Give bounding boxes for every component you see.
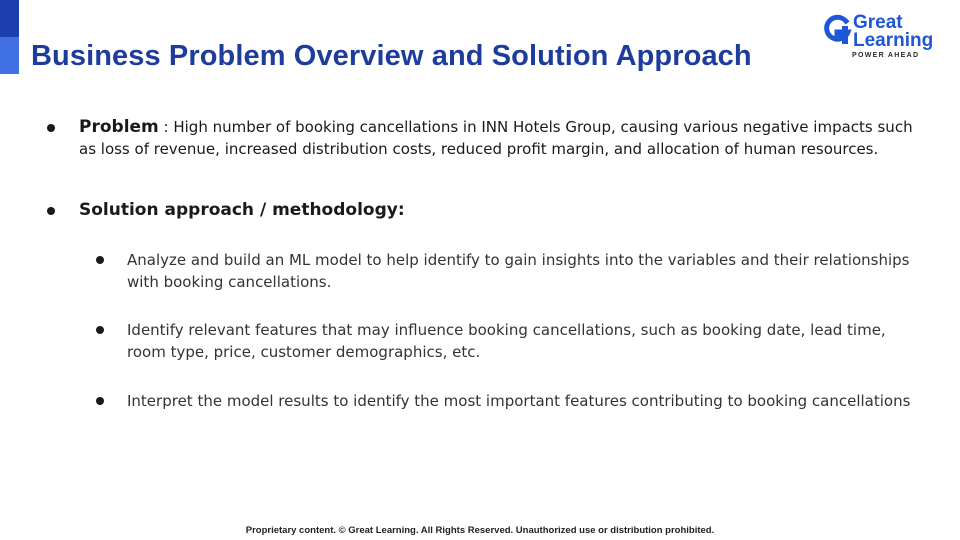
bullet-dot-icon xyxy=(96,397,104,405)
solution-item: Identify relevant features that may influence booking cancellations, such as booking date, lead time, room type, price, customer demographics, etc. xyxy=(127,321,886,361)
solution-bullet xyxy=(79,199,919,221)
problem-label: Problem xyxy=(79,117,159,137)
great-learning-logo xyxy=(822,12,940,64)
solution-label: Solution approach / methodology: xyxy=(79,200,405,220)
bullet-dot-icon xyxy=(47,207,55,215)
accent-bar-light xyxy=(0,37,19,74)
solution-item: Interpret the model results to identify the most important features contributing to booking cancellations xyxy=(127,392,911,410)
g-logo-icon xyxy=(822,12,852,48)
logo-text-learning: Learning xyxy=(853,30,934,51)
bullet-dot-icon xyxy=(96,256,104,264)
problem-separator: : xyxy=(158,118,174,136)
solution-item: Analyze and build an ML model to help identify to gain insights into the variables and their relationships with booking cancellations. xyxy=(127,251,910,291)
bullet-dot-icon xyxy=(47,124,55,132)
problem-bullet xyxy=(79,116,919,160)
footer-copyright: Proprietary content. © Great Learning. All Rights Reserved. Unauthorized use or distribution prohibited. xyxy=(245,525,715,536)
accent-bar-dark xyxy=(0,0,19,37)
logo-tagline: POWER AHEAD xyxy=(852,52,920,59)
problem-text: High number of booking cancellations in INN Hotels Group, causing various negative impacts such as loss of revenue, increased distribution costs, reduced profit margin, and allocation of human resources. xyxy=(79,118,913,158)
bullet-dot-icon xyxy=(96,326,104,334)
slide-title: Business Problem Overview and Solution Approach xyxy=(31,40,752,72)
logo-text-great: Great xyxy=(853,12,903,33)
